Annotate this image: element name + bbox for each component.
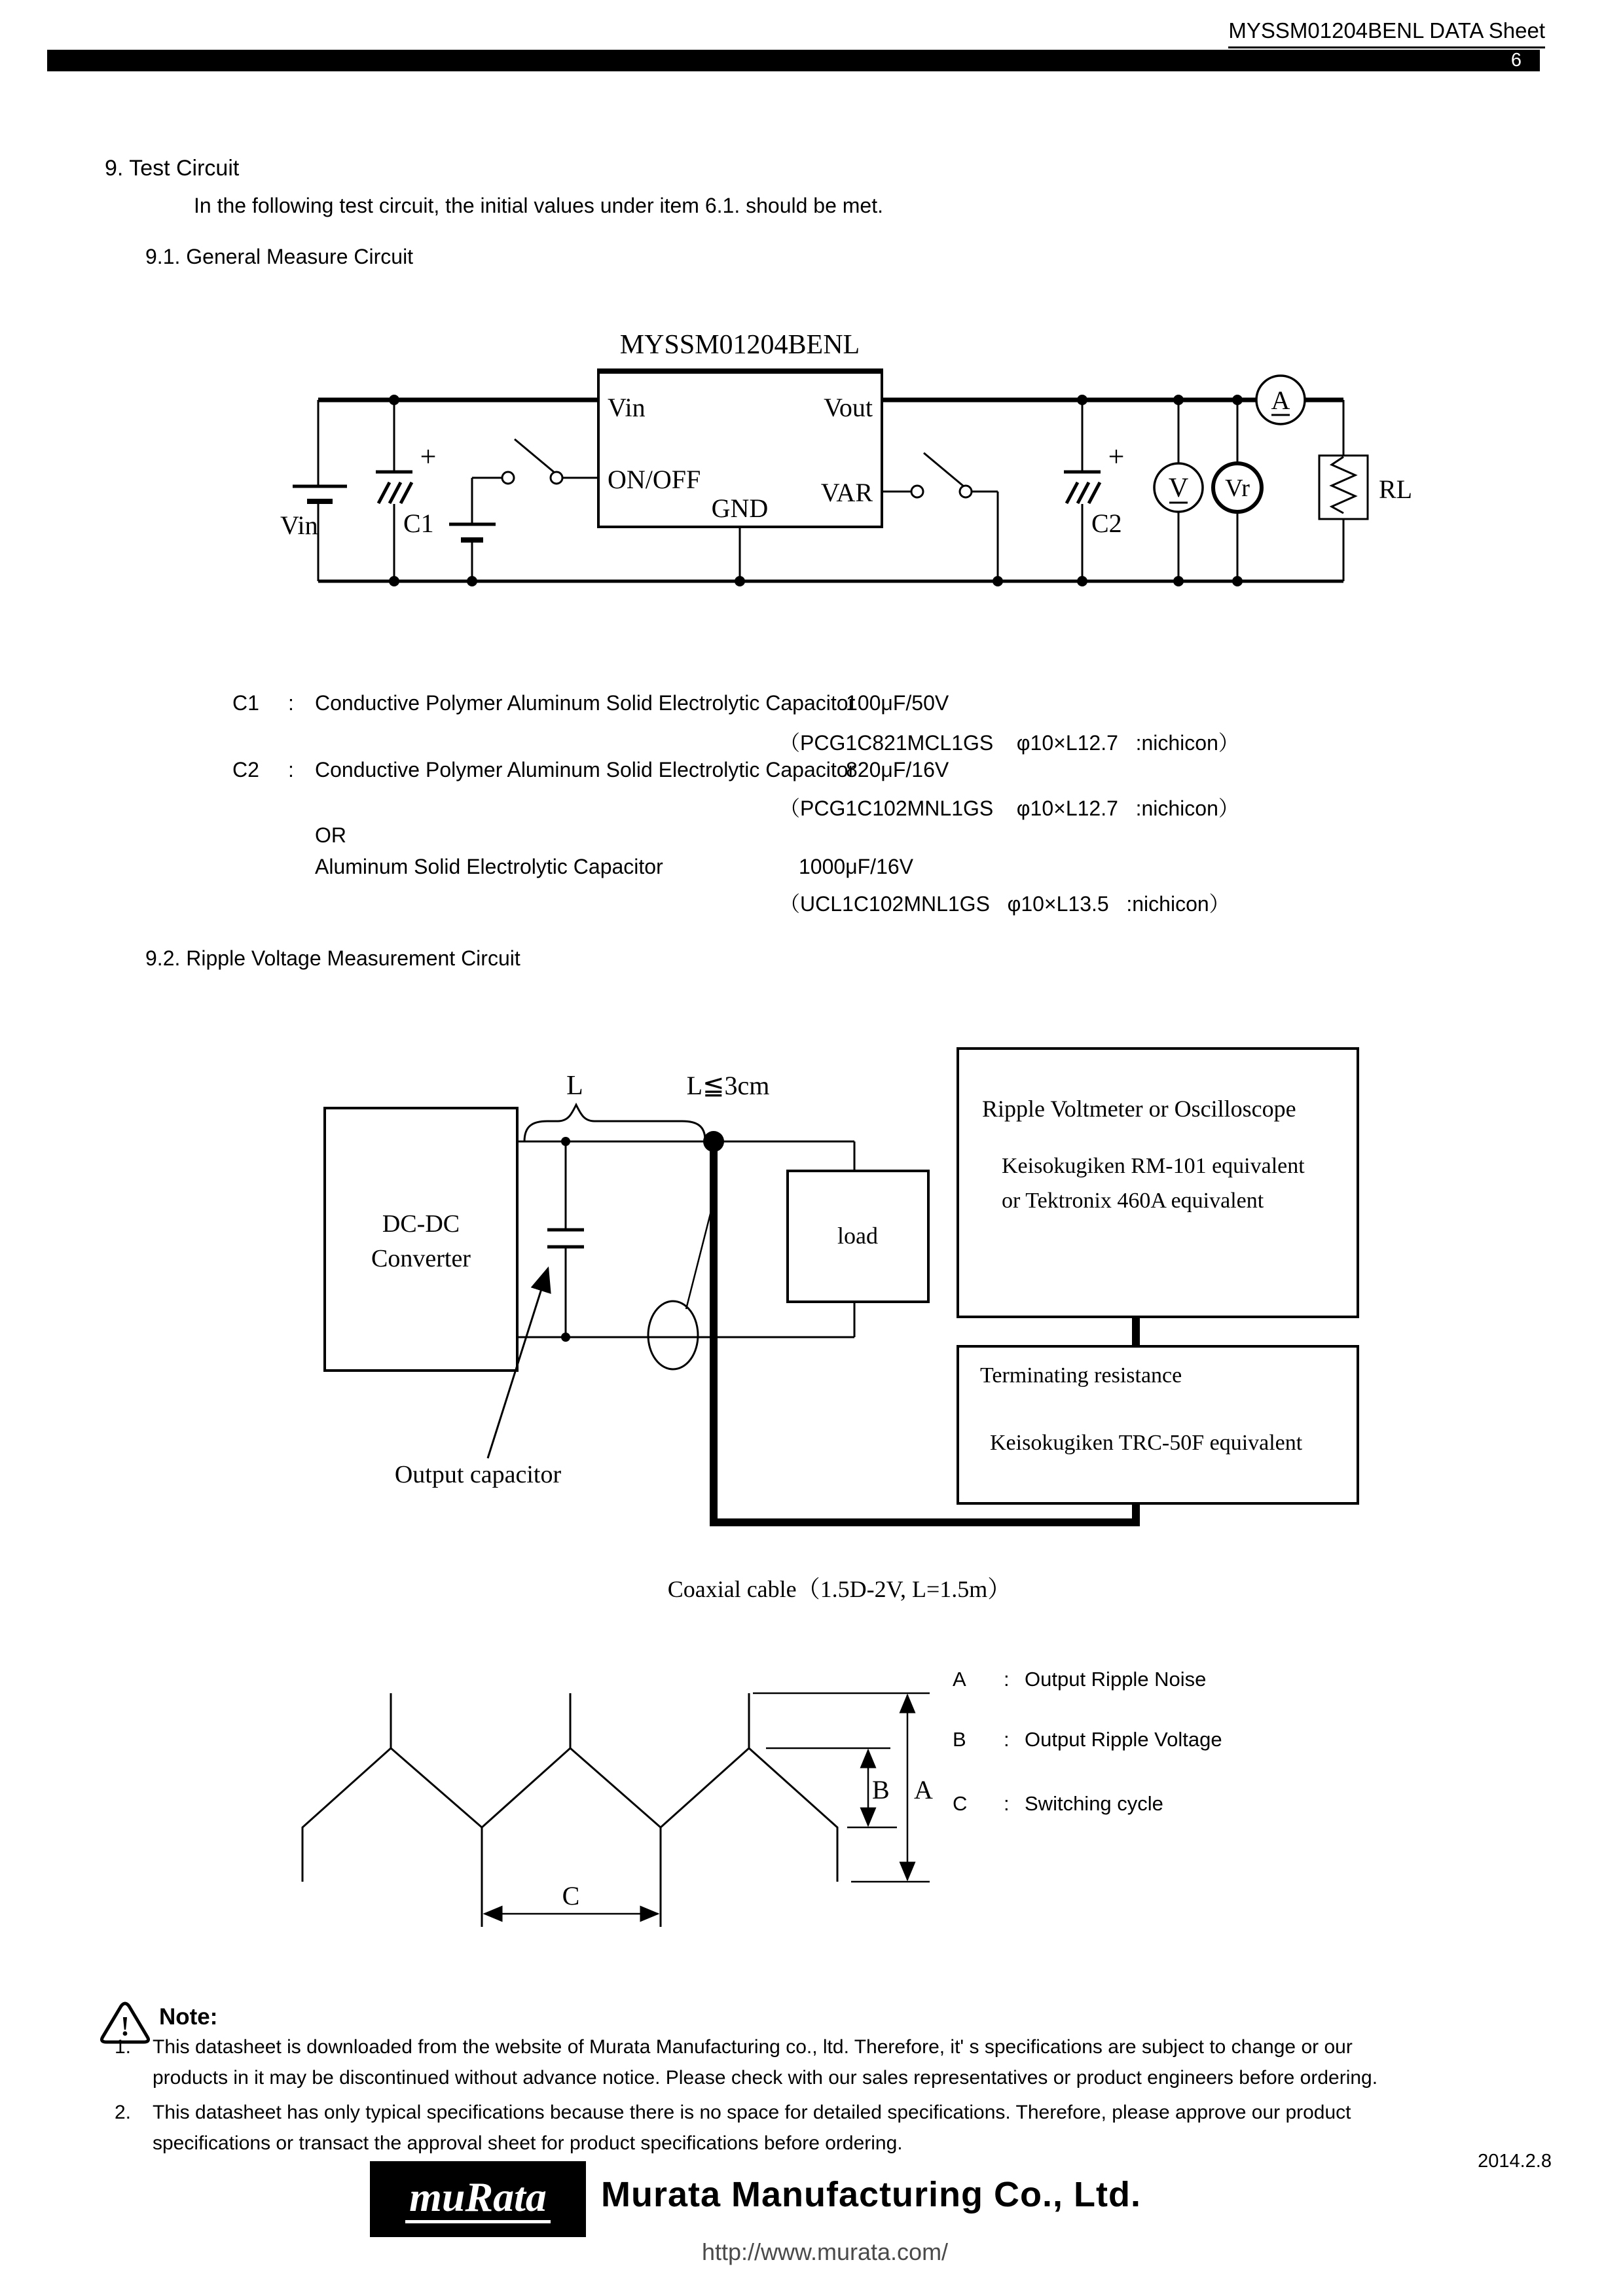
terminating-title: Terminating resistance [980, 1363, 1182, 1388]
c2-desc: Conductive Polymer Aluminum Solid Electrolytic Capacitor [315, 758, 856, 781]
load-resistor-label: RL [1379, 475, 1413, 504]
battery-symbol [293, 400, 347, 581]
note-1-number: 1. [115, 2036, 132, 2058]
note-2-line1: This datasheet has only typical specifications because there is no space for detailed specifications. Therefore, please approve our product [153, 2102, 1351, 2123]
note-title: Note: [159, 2004, 218, 2030]
var-switch [882, 453, 1003, 586]
voltmeter-letter: V [1168, 473, 1189, 503]
scope-box [958, 1049, 1358, 1317]
note-2-line2: specifications or transact the approval sheet for product specifications before ordering. [153, 2132, 903, 2154]
legend-row-b [953, 1728, 1222, 1751]
note-item-1 [115, 2032, 1377, 2093]
length-limit-label: L≦3cm [686, 1071, 770, 1100]
coaxial-cable-label: Coaxial cable（1.5D-2V, L=1.5m） [667, 1576, 1012, 1602]
warning-icon-mark: ! [120, 2012, 130, 2042]
source-label: Vin [280, 511, 318, 540]
alt-cap-desc: Aluminum Solid Electrolytic Capacitor [315, 855, 663, 878]
page-number-bar [47, 50, 1540, 71]
scope-line1: Keisokugiken RM-101 equivalent [1002, 1154, 1305, 1178]
c1-sep: : [288, 691, 294, 715]
alt-cap-part: （UCL1C102MNL1GS φ10×L13.5 :nichicon） [779, 892, 1230, 916]
ripple-measurement-diagram [262, 1021, 1408, 1610]
ripple-waveform-diagram [249, 1623, 969, 1950]
note-item-2 [115, 2097, 1351, 2159]
output-capacitor-label: Output capacitor [394, 1461, 562, 1488]
revision-date: 2014.2.8 [1478, 2151, 1552, 2172]
legend-b-sep: : [1004, 1728, 1010, 1751]
legend-c-sep: : [1004, 1792, 1010, 1815]
capacitor-c1 [376, 395, 412, 586]
legend-b-desc: Output Ripple Voltage [1025, 1728, 1222, 1751]
dcdc-converter-box [325, 1108, 517, 1371]
legend-a-desc: Output Ripple Noise [1025, 1668, 1207, 1691]
or-label: OR [315, 823, 346, 847]
legend-row-c [953, 1792, 1163, 1816]
output-capacitor-symbol [547, 1141, 584, 1337]
note-1-line2: products in it may be discontinued without advance notice. Please check with our sales representatives or product engineers before ordering. [153, 2067, 1378, 2089]
c2-sep: : [288, 758, 294, 781]
dut-part-number: MYSSM01204BENL [619, 330, 860, 360]
c1-part: （PCG1C821MCL1GS φ10×L12.7 :nichicon） [779, 731, 1239, 755]
length-label: L [566, 1071, 583, 1101]
probe-loop [648, 1301, 698, 1369]
legend-b-key: B [953, 1728, 966, 1751]
legend-row-a [953, 1668, 1206, 1691]
legend-a-key: A [953, 1668, 966, 1691]
page-number: 6 [1510, 50, 1522, 71]
ammeter-letter: A [1271, 386, 1290, 415]
dim-a-label: A [914, 1775, 933, 1804]
probe-pointer-line [686, 1201, 714, 1309]
c1-ref: C1 [232, 691, 259, 715]
dim-b-label: B [872, 1775, 890, 1804]
c2-label: C2 [1091, 509, 1122, 538]
dimension-reference-lines [753, 1693, 930, 1882]
legend-c-key: C [953, 1792, 968, 1815]
c2-ref: C2 [232, 758, 259, 781]
company-name: Murata Manufacturing Co., Ltd. [601, 2175, 1141, 2214]
section-9-1-title: 9.1. General Measure Circuit [145, 245, 414, 268]
pin-onoff: ON/OFF [608, 465, 701, 494]
pin-vin: Vin [608, 393, 646, 422]
c2-value: 820μF/16V [846, 758, 949, 781]
c1-plus-sign: + [420, 440, 437, 473]
ripple-voltmeter-letter: Vr [1225, 475, 1250, 502]
murata-logo-text: muRata [405, 2175, 551, 2223]
note-2-number: 2. [115, 2102, 132, 2123]
section-9-title: 9. Test Circuit [105, 156, 240, 181]
pin-gnd: GND [711, 493, 769, 523]
c1-label: C1 [403, 509, 434, 538]
c2-plus-sign: + [1108, 440, 1125, 473]
scope-line2: or Tektronix 460A equivalent [1002, 1189, 1264, 1213]
general-measure-circuit-diagram [275, 313, 1427, 602]
load-resistor [1319, 400, 1368, 581]
company-url[interactable]: http://www.murata.com/ [701, 2238, 949, 2265]
legend-c-desc: Switching cycle [1025, 1792, 1163, 1815]
pin-var: VAR [820, 478, 873, 507]
alt-cap-value: 1000μF/16V [799, 855, 913, 878]
capacitor-c2 [1064, 395, 1101, 586]
length-brace [524, 1105, 705, 1141]
c2-part: （PCG1C102MNL1GS φ10×L12.7 :nichicon） [779, 797, 1239, 820]
c1-desc: Conductive Polymer Aluminum Solid Electrolytic Capacitor [315, 691, 856, 715]
pin-vout: Vout [824, 393, 873, 422]
converter-label-line2: Converter [371, 1245, 471, 1272]
scope-title: Ripple Voltmeter or Oscilloscope [982, 1096, 1296, 1122]
document-title: MYSSM01204BENL DATA Sheet [1228, 18, 1545, 48]
dim-c-label: C [562, 1881, 580, 1910]
legend-a-sep: : [1004, 1668, 1010, 1691]
load-box-label: load [837, 1223, 878, 1249]
section-9-2-title: 9.2. Ripple Voltage Measurement Circuit [145, 946, 520, 970]
terminating-line1: Keisokugiken TRC-50F equivalent [990, 1431, 1303, 1455]
onoff-switch [449, 439, 598, 586]
note-1-line1: This datasheet is downloaded from the website of Murata Manufacturing co., ltd. Therefore, it' s specifications are subject to change or our [153, 2036, 1353, 2058]
c1-value: 100μF/50V [846, 691, 949, 715]
section-9-intro: In the following test circuit, the initial values under item 6.1. should be met. [194, 194, 883, 217]
murata-logo [370, 2161, 586, 2237]
converter-label-line1: DC-DC [382, 1210, 460, 1238]
